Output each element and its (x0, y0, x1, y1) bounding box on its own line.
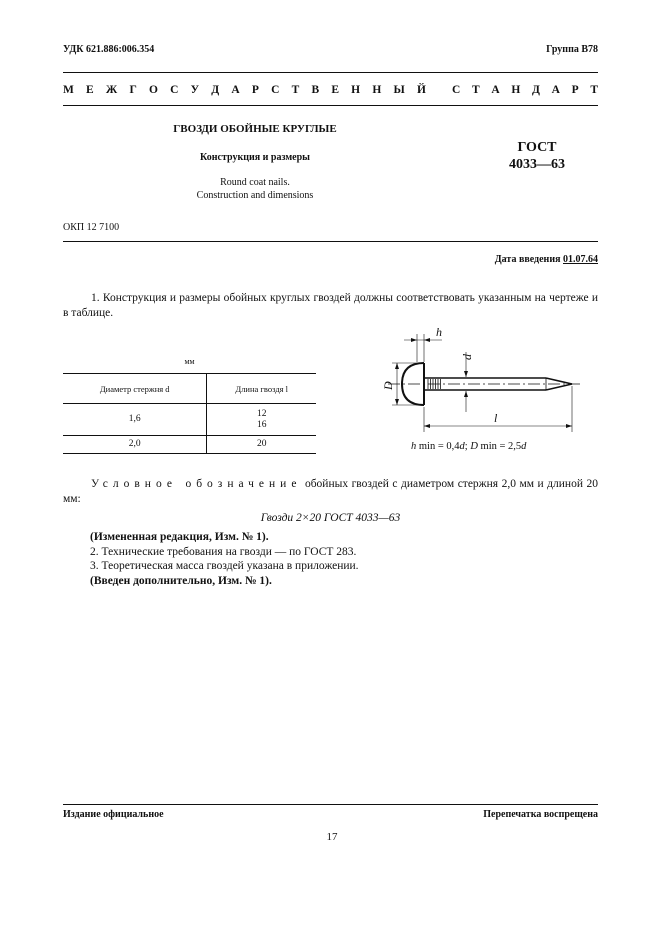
banner-letter: Ж (105, 84, 118, 96)
banner-letter: С (452, 84, 461, 96)
banner-letter: М (63, 84, 74, 96)
page-title: ГВОЗДИ ОБОЙНЫЕ КРУГЛЫЕ (173, 123, 337, 135)
col-header-length: Длина гвоздя l (207, 374, 316, 404)
banner-letter: Т (590, 84, 598, 96)
col-header-diameter: Диаметр стержня d (63, 374, 207, 404)
arrow-l-left (424, 424, 430, 428)
formula-d2: d (521, 441, 527, 452)
label-l: l (494, 411, 498, 425)
note-added: (Введен дополнительно, Изм. № 1). (90, 574, 272, 587)
designation-example: Гвозди 2×20 ГОСТ 4033—63 (260, 512, 401, 524)
banner-letter: Е (86, 84, 94, 96)
nail-tip-top (546, 378, 572, 384)
table-units: мм (184, 357, 195, 366)
arrow-D-bottom (395, 399, 399, 405)
arrow-h-left (411, 338, 417, 342)
nail-tip-bottom (546, 384, 572, 390)
english-subtitle: Construction and dimensions (196, 190, 314, 201)
cell-length-value: 16 (256, 419, 267, 430)
banner-rule (63, 105, 598, 106)
banner-letter: Н (351, 84, 361, 96)
udk-code: УДК 621.886:006.354 (63, 44, 155, 55)
formula-sep: ; (464, 441, 471, 452)
footer-rule (63, 804, 598, 805)
formula-D: D (470, 441, 478, 452)
gost-number: 4033—63 (509, 157, 565, 172)
nail-drawing (378, 322, 588, 440)
banner-letter: В (311, 84, 320, 96)
cell-diameter: 2,0 (63, 436, 207, 454)
table-row (63, 404, 316, 436)
formula-D-rest: min = 2,5 (477, 441, 522, 452)
banner-letter: Д (532, 84, 540, 96)
formula-d1: d (459, 441, 465, 452)
note-item-2: 2. Технические требования на гвозди — по ГОСТ 283. (90, 545, 357, 558)
arrow-d-top (464, 371, 468, 377)
okp-rule (63, 241, 598, 242)
reprint-notice: Перепечатка воспрещена (483, 809, 598, 820)
cell-diameter: 1,6 (63, 404, 207, 436)
banner-letter: Т (291, 84, 300, 96)
arrow-h-right (424, 338, 430, 342)
banner-letter: Ы (393, 84, 405, 96)
banner-letter: Р (251, 84, 259, 96)
designation-text: обойных гвоздей с диаметром стержня 2,0 мм и длиной 20 мм: (63, 478, 598, 505)
page-number: 17 (326, 831, 338, 843)
dimensions-table (63, 373, 316, 454)
banner-letter: Г (129, 84, 137, 96)
arrow-D-top (395, 363, 399, 369)
banner-letter: Е (331, 84, 339, 96)
drawing-formula (411, 441, 526, 452)
formula-h: h (411, 441, 417, 452)
okp-code: ОКП 12 7100 (63, 222, 120, 233)
banner-letter: А (551, 84, 560, 96)
arrow-d-bottom (464, 391, 468, 397)
cell-length: 20 (207, 436, 316, 454)
title-block (150, 123, 360, 201)
banner-letter: Н (511, 84, 521, 96)
note-edit: (Измененная редакция, Изм. № 1). (90, 531, 269, 543)
gost-designation (497, 139, 577, 173)
note-item-3: 3. Теоретическая масса гвоздей указана в приложении. (90, 560, 359, 572)
top-rule (63, 72, 598, 73)
group-code: Группа В78 (546, 44, 598, 55)
table-row (63, 436, 316, 454)
banner-letter: С (271, 84, 280, 96)
banner-letter: А (231, 84, 240, 96)
banner-letter: Т (472, 84, 480, 96)
designation-paragraph (63, 477, 598, 507)
banner-letter: Д (211, 84, 220, 96)
formula-h-rest: min = 0,4 (416, 441, 460, 452)
paragraph-1: 1. Конструкция и размеры обойных круглых гвоздей должны соответствовать указанным на чертеже и в таблице. (63, 292, 598, 319)
banner-letter: У (190, 84, 200, 96)
banner-word-interstate (63, 84, 426, 96)
intro-date (495, 254, 598, 265)
banner-letter: А (491, 84, 500, 96)
designation-term: Условное обозначение (91, 478, 302, 490)
banner-letter: Р (571, 84, 579, 96)
intro-date-label: Дата введения (494, 254, 563, 265)
banner-letter: С (170, 84, 179, 96)
intro-date-value: 01.07.64 (563, 254, 598, 265)
cell-length-value: 12 (256, 408, 267, 419)
banner-letter: Й (416, 84, 426, 96)
banner-letter: О (148, 84, 158, 96)
official-edition: Издание официальное (63, 809, 164, 820)
cell-length (207, 404, 316, 436)
label-h: h (436, 325, 442, 339)
label-d: d (460, 354, 474, 360)
banner-word-standard (452, 84, 598, 96)
notes (90, 530, 359, 588)
label-D: D (381, 381, 395, 390)
english-title: Round coat nails. (220, 177, 290, 188)
arrow-l-right (566, 424, 572, 428)
page-subtitle: Конструкция и размеры (200, 152, 310, 163)
gost-label: ГОСТ (517, 140, 557, 155)
banner-letter: Н (372, 84, 382, 96)
